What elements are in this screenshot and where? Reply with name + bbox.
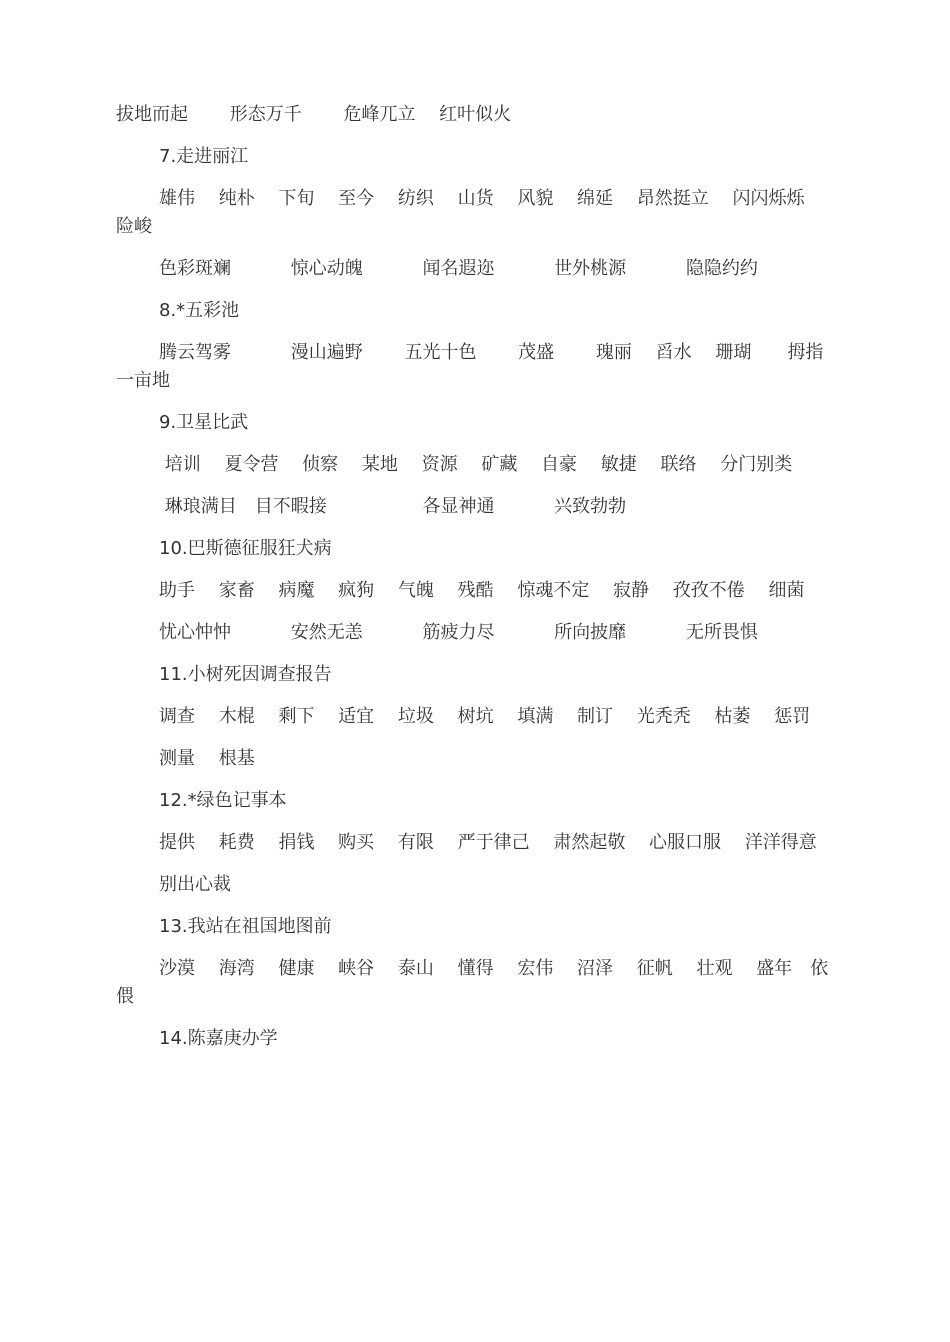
word-list-line: 拔地而起 形态万千 危峰兀立 红叶似火	[116, 104, 512, 125]
word-list-line: 助手 家畜 病魔 疯狗 气魄 残酷 惊魂不定 寂静 孜孜不倦 细菌	[159, 580, 805, 601]
lesson-heading: 13.我站在祖国地图前	[159, 916, 332, 937]
word-list-line: 提供 耗费 捐钱 购买 有限 严于律己 肃然起敬 心服口服 洋洋得意	[159, 832, 817, 853]
lesson-heading: 8.*五彩池	[159, 300, 240, 321]
lesson-heading: 7.走进丽江	[159, 146, 249, 167]
word-list-line: 腾云驾雾 漫山遍野 五光十色 茂盛 瑰丽 舀水 珊瑚 拇指 一亩地	[116, 342, 848, 391]
word-list-line: 琳琅满目 目不暇接 各显神通 兴致勃勃	[159, 496, 627, 517]
word-list-line: 测量 根基	[159, 748, 255, 769]
document-body	[116, 101, 848, 1067]
word-list-line: 色彩斑斓 惊心动魄 闻名遐迩 世外桃源 隐隐约约	[159, 258, 758, 279]
lesson-heading: 9.卫星比武	[159, 412, 249, 433]
lesson-heading: 10.巴斯德征服狂犬病	[159, 538, 332, 559]
word-list-line: 培训 夏令营 侦察 某地 资源 矿藏 自豪 敏捷 联络 分门别类	[159, 454, 793, 475]
word-list-line: 调查 木棍 剩下 适宜 垃圾 树坑 填满 制订 光秃秃 枯萎 惩罚	[159, 706, 811, 727]
lesson-heading: 11.小树死因调查报告	[159, 664, 332, 685]
word-list-line: 雄伟 纯朴 下旬 至今 纺织 山货 风貌 绵延 昂然挺立 闪闪烁烁 险峻	[116, 188, 823, 237]
word-list-line: 别出心裁	[159, 874, 231, 895]
lesson-heading: 12.*绿色记事本	[159, 790, 287, 811]
word-list-line: 沙漠 海湾 健康 峡谷 泰山 懂得 宏伟 沼泽 征帆 壮观 盛年 依偎	[116, 958, 829, 1007]
word-list-line: 忧心忡忡 安然无恙 筋疲力尽 所向披靡 无所畏惧	[159, 622, 758, 643]
lesson-heading: 14.陈嘉庚办学	[159, 1028, 278, 1049]
